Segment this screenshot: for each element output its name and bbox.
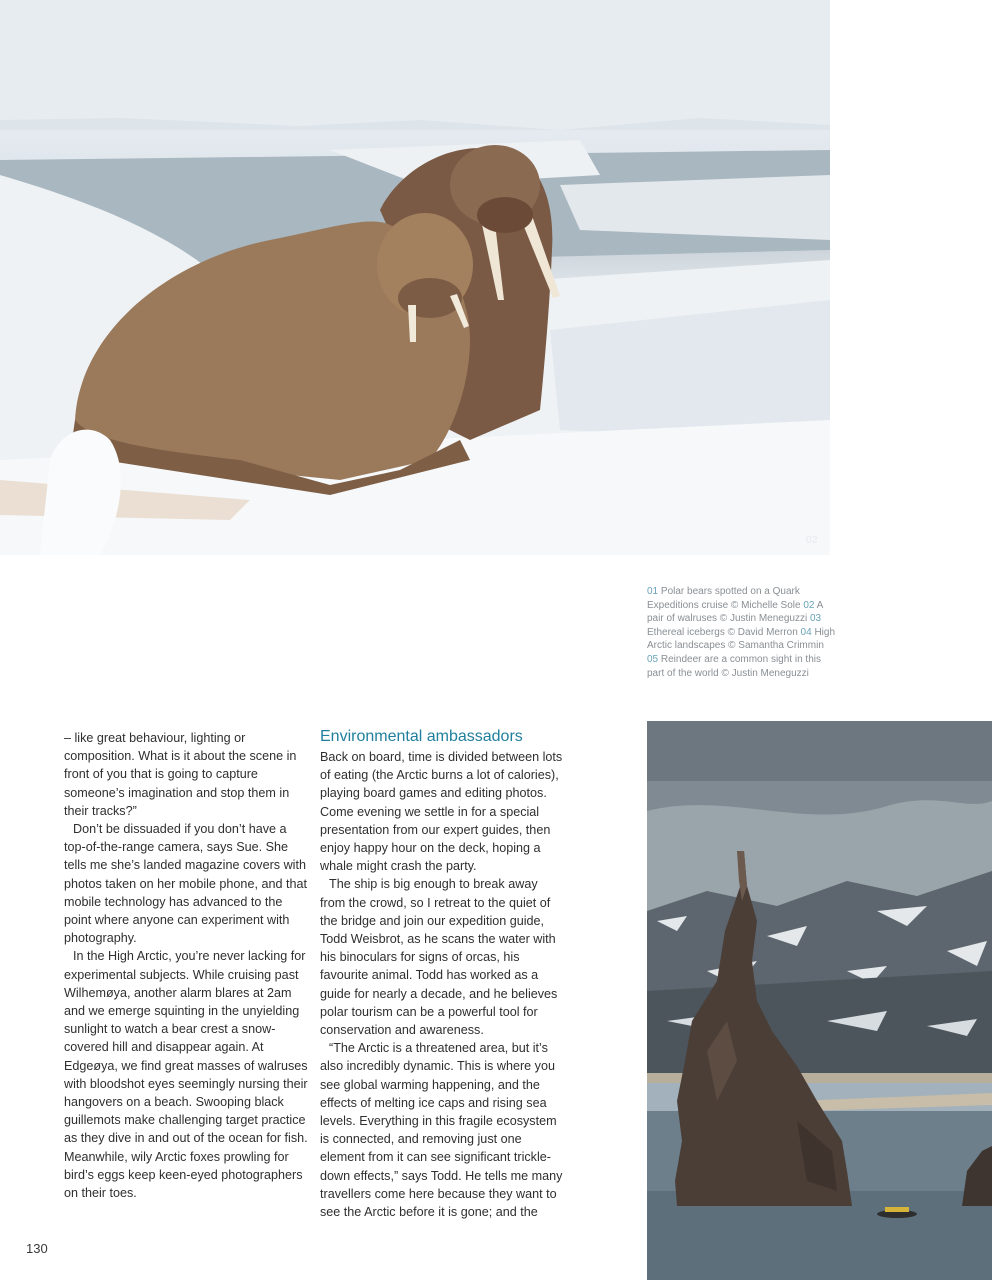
caption-text: A pair of walruses © Justin Meneguzzi [647, 599, 823, 625]
body-paragraph: The ship is big enough to break away from the crowd, so I retreat to the quiet of the bridge and join our expedition guide, Todd Weisbrot, as he scans the water with his binoculars for signs of orcas, his favourite animal. Todd has worked as a guide for nearly a decade, and he believes polar tourism can be a powerful tool for conservation and awareness. [320, 877, 558, 1038]
caption-number: 01 [647, 586, 659, 597]
page-number: 130 [26, 1241, 48, 1256]
caption-text: High Arctic landscapes © Samantha Crimmin [647, 626, 836, 652]
article-column-right [320, 729, 566, 1221]
caption-number: 04 [800, 626, 812, 638]
article-column-left [64, 729, 310, 1202]
sea-stack-photo [647, 721, 992, 1280]
caption-text: Reindeer are a common sight in this part of the world © Justin Meneguzzi [647, 653, 821, 679]
body-paragraph: In the High Arctic, you’re never lacking for experimental subjects. While cruising past Wilhemøya, another alarm blares at 2am and we emerge squinting in the unyielding sunlight to watch a bear crest a snow-covered hill and disappear again. At Edgeøya, we find great masses of walruses with bloodshot eyes seemingly nursing their hangovers on a beach. Swooping black guillemots make challenging target practice as they dive in and out of the ocean for fish. Meanwhile, wily Arctic foxes prowling for bird’s eggs keep keen-eyed photographers on their toes. [64, 949, 308, 1201]
caption-number: 02 [803, 599, 815, 611]
photo-number-label: 02 [805, 535, 818, 546]
walrus-illustration [0, 0, 830, 555]
sea-stack-illustration [647, 721, 992, 1280]
caption-number: 05 [647, 653, 659, 665]
body-paragraph: Back on board, time is divided between lots of eating (the Arctic burns a lot of calories), playing board games and editing photos. Come evening we settle in for a special presentation from our expert guides, then enjoy happy hour on the deck, hoping a whale might crash the party. [320, 750, 563, 874]
caption-number: 03 [810, 613, 822, 625]
caption-text: Ethereal icebergs © David Merron [647, 626, 801, 638]
photo-captions [647, 585, 837, 680]
body-paragraph: – like great behaviour, lighting or composition. What is it about the scene in front of you that is going to capture someone’s imagination and stop them in their tracks?” [64, 731, 297, 818]
section-heading: Environmental ambassadors [320, 728, 523, 745]
walrus-photo [0, 0, 830, 555]
body-paragraph: Don’t be dissuaded if you don’t have a top-of-the-range camera, says Sue. She tells me she’s landed magazine covers with photos taken on her mobile phone, and that mobile technology has advanced to the point where anyone can experiment with photography. [64, 822, 307, 946]
body-paragraph: “The Arctic is a threatened area, but it’s also incredibly dynamic. This is where you see global warming happening, and the effects of melting ice caps and rising sea levels. Everything in this fragile ecosystem is connected, and removing just one element from it can see significant trickle-down effects,” says Todd. He tells me many travellers come here because they want to see the Arctic before it is gone; and the [320, 1041, 563, 1220]
caption-text: Polar bears spotted on a Quark Expeditions cruise © Michelle Sole [647, 586, 804, 611]
